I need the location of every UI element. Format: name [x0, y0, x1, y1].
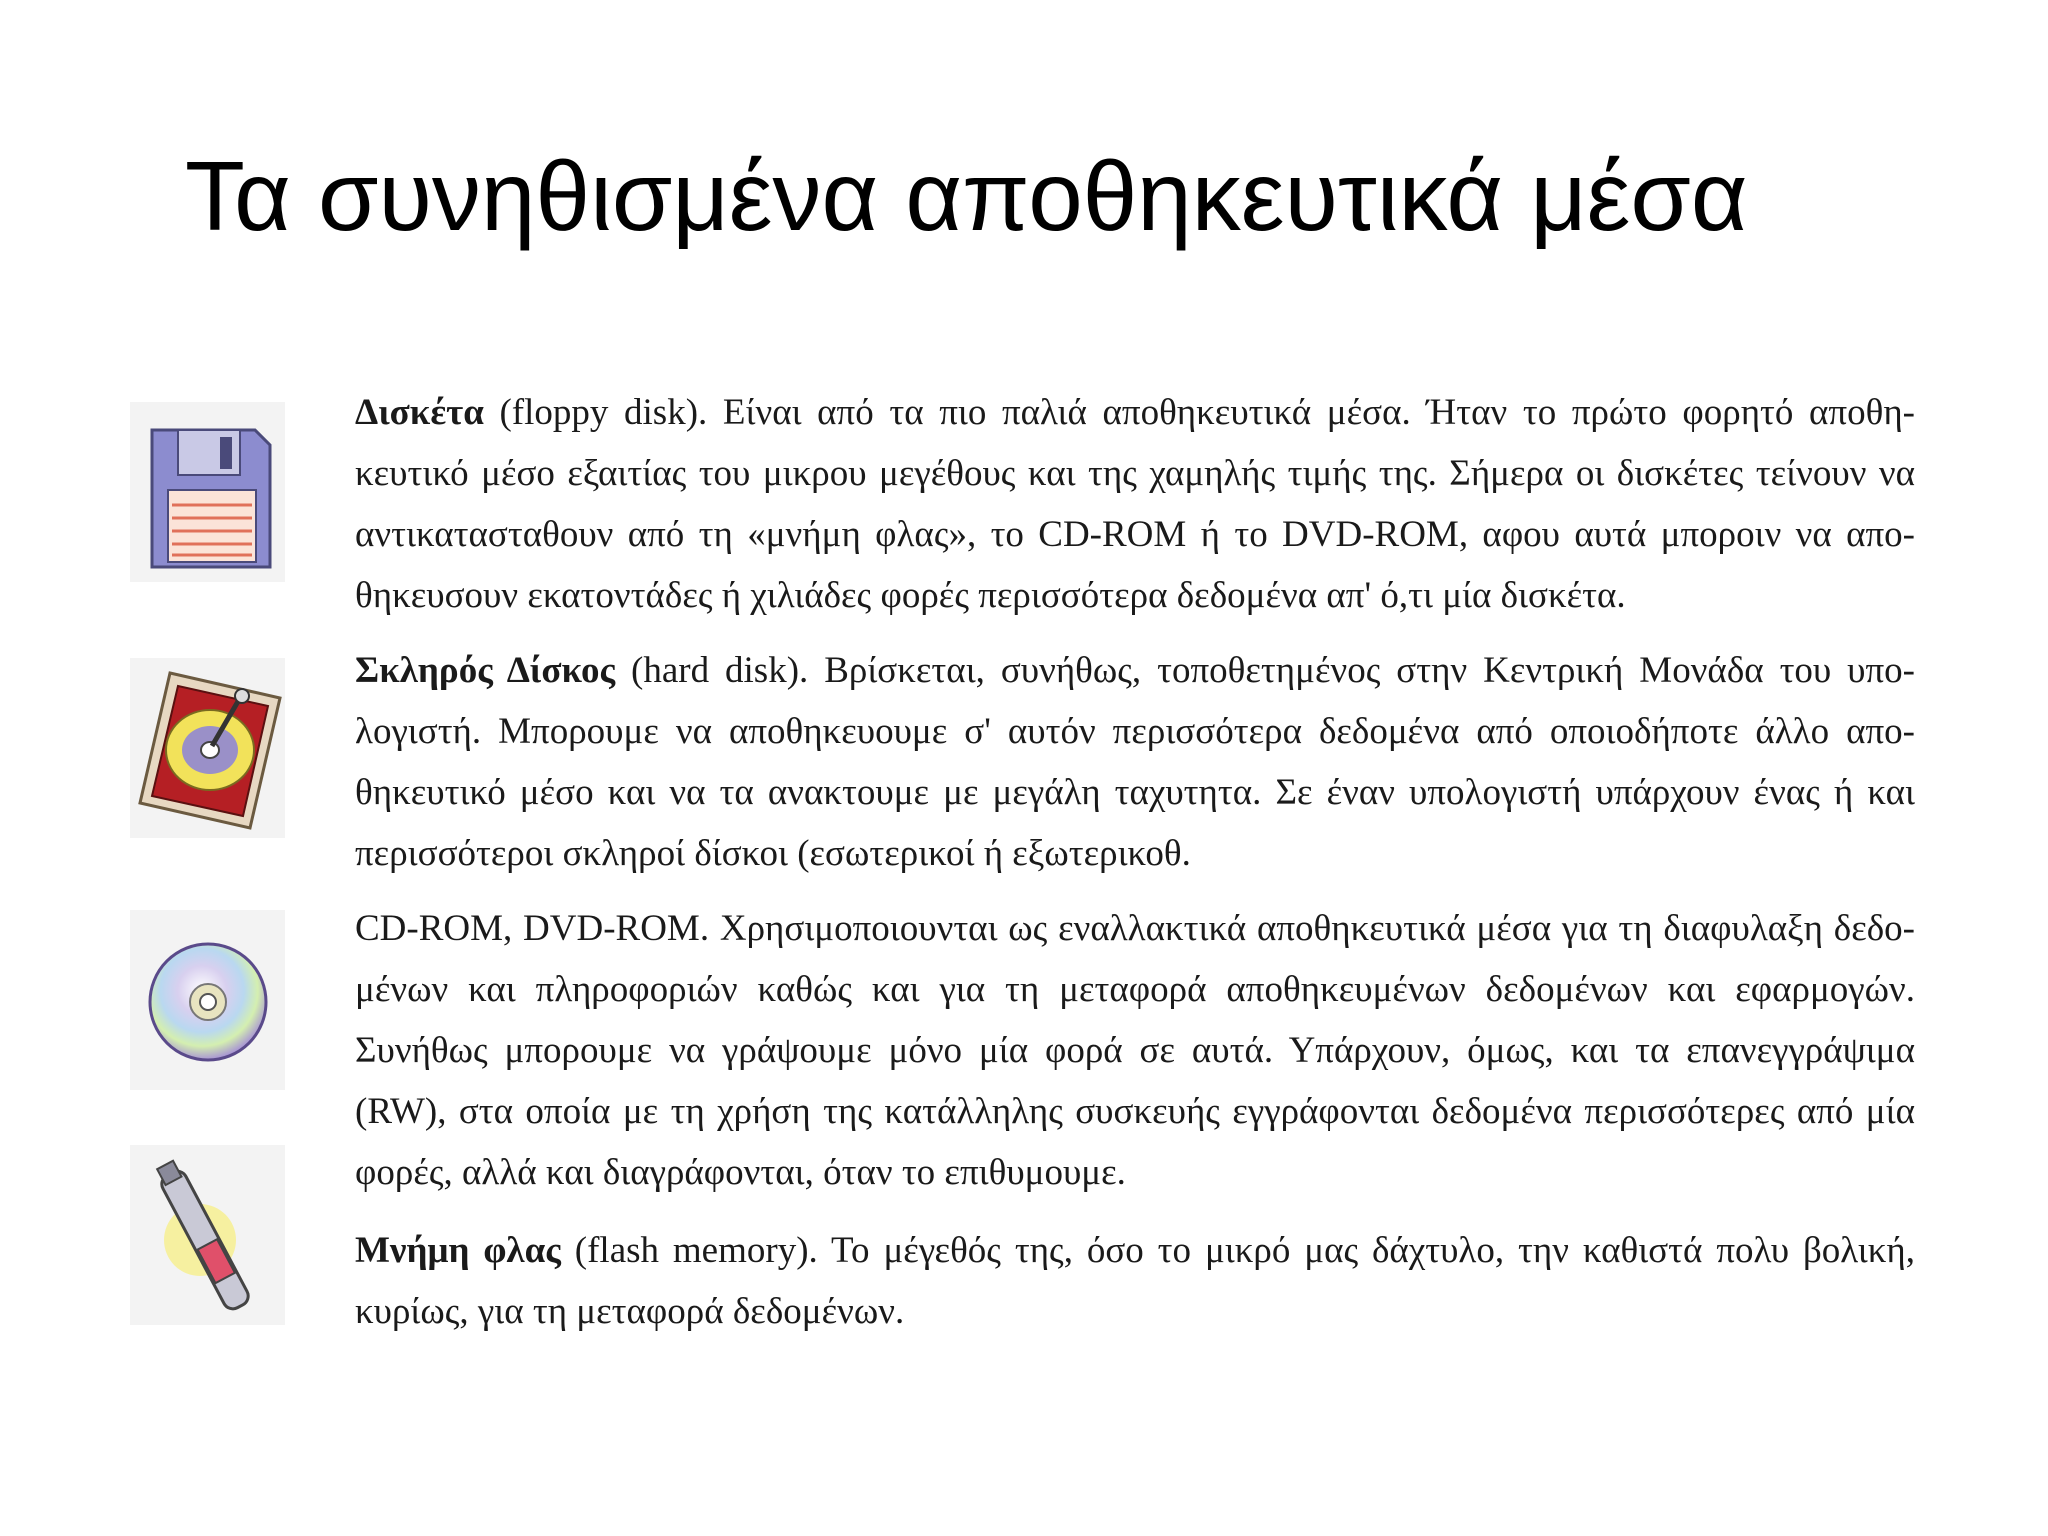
- entry-term: Μνήμη φλας: [355, 1230, 561, 1271]
- floppy-disk-icon: [130, 402, 285, 582]
- entry-cd-dvd-rom: [355, 898, 1915, 1203]
- entry-text: CD-ROM, DVD-ROM. Χρησιμοποιουνται ως εναλλακτικά αποθηκευτικά μέσα για τη διαφυλαξη δεδο-μένων και πληροφοριών καθώς και για τη μεταφορά αποθηκευμένων δεδομένων και εφαρμογών. Συνήθως μπορουμε να γράψουμε μόνο μία φορά σε αυτά. Υπάρχουν, όμως, και τα επανεγγράψιμα (RW), στα οποία με τη χρήση της κατάλληλης συσκευής εγγράφονται δεδομένα περισσότερες από μία φορές, αλλά και διαγράφονται, όταν το επιθυμουμε.: [355, 908, 1915, 1193]
- flash-memory-icon: [130, 1145, 285, 1325]
- entry-floppy-disk: [355, 382, 1915, 626]
- entry-term: Δισκέτα: [355, 392, 484, 433]
- entry-hard-disk: [355, 640, 1915, 884]
- entry-text: (floppy disk). Είναι από τα πιο παλιά αποθηκευτικά μέσα. Ήταν το πρώτο φορητό αποθη-κευτικό μέσο εξαιτίας του μικρου μεγέθους και της χαμηλής τιμής της. Σήμερα οι δισκέτες τείνουν να αντικατασταθουν από τη «μνήμη φλας», το CD-ROM ή το DVD-ROM, αφου αυτά μποροιν να απο-θηκευσουν εκατοντάδες ή χιλιάδες φορές περισσότερα δεδομένα απ' ό,τι μία δισκέτα.: [355, 392, 1915, 616]
- entry-text: (flash memory). Το μέγεθός της, όσο το μικρό μας δάχτυλο, την καθιστά πολυ βολική, κυρίως, για τη μεταφορά δεδομένων.: [355, 1230, 1915, 1332]
- cd-rom-icon: [130, 910, 285, 1090]
- entry-term: Σκληρός Δίσκος: [355, 650, 616, 691]
- slide-title: Τα συνηθισμένα αποθηκευτικά μέσα: [185, 141, 1748, 251]
- entry-flash-memory: [355, 1220, 1915, 1342]
- hard-disk-icon: [130, 658, 285, 838]
- entry-text: (hard disk). Βρίσκεται, συνήθως, τοποθετημένος στην Κεντρική Μονάδα του υπο-λογιστή. Μπορουμε να αποθηκευουμε σ' αυτόν περισσότερα δεδομένα από οποιοδήποτε άλλο απο-θηκευτικό μέσο και να τα ανακτουμε με μεγάλη ταχυτητα. Σε έναν υπολογιστή υπάρχουν ένας ή και περισσότεροι σκληροί δίσκοι (εσωτερικοί ή εξωτερικοθ.: [355, 650, 1916, 874]
- storage-media-panel: [130, 380, 1920, 1360]
